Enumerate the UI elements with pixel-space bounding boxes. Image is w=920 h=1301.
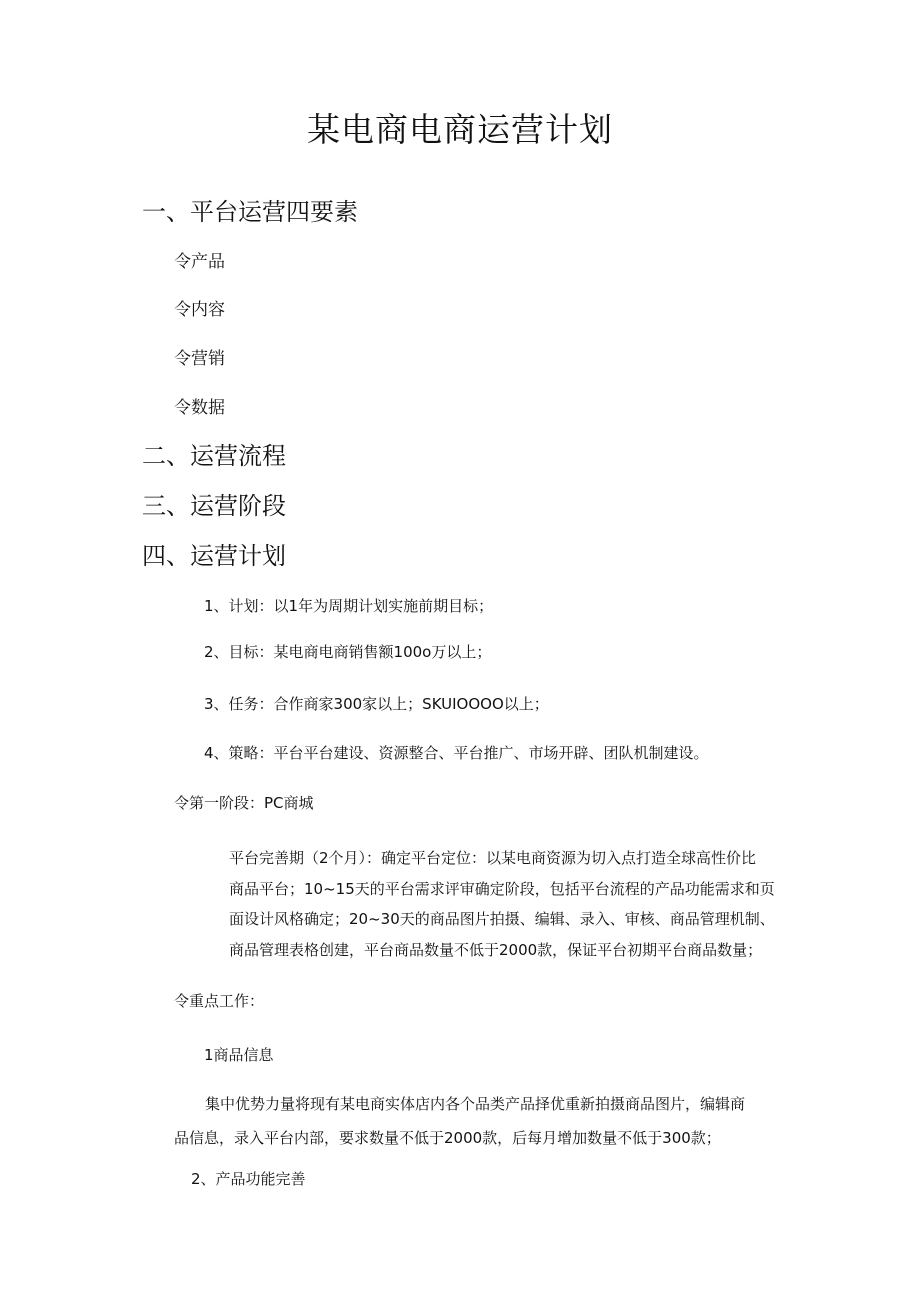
plan-item-task: 3、任务：合作商家300家以上；SKUIOOOO以上； — [204, 695, 549, 713]
plan-item-plan: 1、计划：以1年为周期计划实施前期目标； — [204, 597, 494, 615]
element-item-marketing: 令营销 — [174, 349, 225, 369]
key-work-sub2: 2、产品功能完善 — [191, 1170, 306, 1188]
phase1-line: 商品平台；10~15天的平台需求评审确定阶段，包括平台流程的产品功能需求和页 — [229, 879, 775, 898]
phase1-line: 面设计风格确定；20~30天的商品图片拍摄、编辑、录入、审核、商品管理机制、 — [229, 910, 775, 928]
section-heading-1: 一、平台运营四要素 — [142, 198, 358, 226]
key-work-sub1-line: 集中优势力量将现有某电商实体店内各个品类产品择优重新拍摄商品图片，编辑商 — [205, 1095, 746, 1113]
phase1-paragraph — [229, 843, 789, 965]
section-heading-2: 二、运营流程 — [142, 442, 286, 470]
key-work-heading: 令重点工作： — [174, 992, 265, 1010]
plan-item-goal: 2、目标：某电商电商销售额100o万以上； — [204, 643, 492, 661]
key-work-sub1: 1商品信息 — [204, 1046, 274, 1064]
phase1-line: 商品管理表格创建，平台商品数量不低于2000款，保证平台初期平台商品数量； — [229, 940, 763, 959]
phase1-line: 平台完善期（2个月）：确定平台定位：以某电商资源为切入点打造全球高性价比 — [229, 849, 757, 867]
section-heading-4: 四、运营计划 — [142, 542, 286, 570]
plan-item-strategy: 4、策略：平台平台建设、资源整合、平台推广、市场开辟、团队机制建设。 — [204, 744, 709, 762]
section-heading-3: 三、运营阶段 — [142, 492, 286, 520]
document-title: 某电商电商运营计划 — [307, 110, 613, 149]
key-work-sub1-line: 品信息，录入平台内部，要求数量不低于2000款，后每月增加数量不低于300款； — [174, 1129, 721, 1147]
element-item-data: 令数据 — [174, 398, 225, 418]
element-item-product: 令产品 — [174, 252, 225, 272]
phase1-heading: 令第一阶段：PC商城 — [174, 794, 314, 812]
element-item-content: 令内容 — [174, 300, 225, 320]
